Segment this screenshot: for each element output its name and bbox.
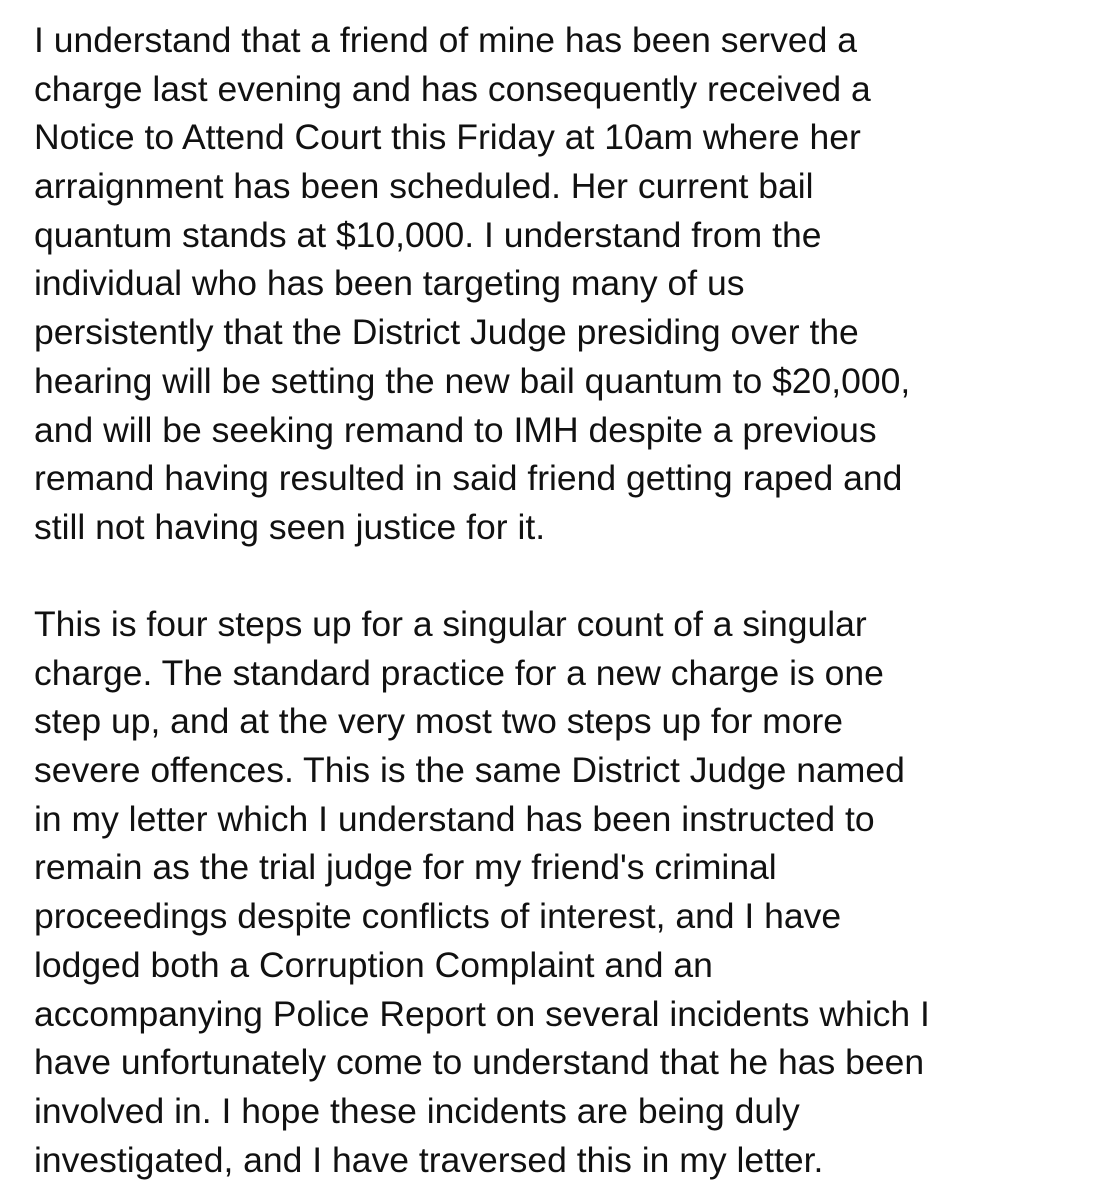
text-line: investigated, and I have traversed this in my letter.	[34, 1139, 824, 1180]
text-line: still not having seen justice for it.	[34, 506, 546, 547]
text-line: severe offences. This is the same District Judge named	[34, 750, 905, 791]
paragraph-1	[34, 16, 910, 552]
text-line: individual who has been targeting many of us	[34, 263, 745, 304]
paragraph-2	[34, 600, 930, 1184]
text-line: remain as the trial judge for my friend's criminal	[34, 847, 777, 888]
text-line: persistently that the District Judge presiding over the	[34, 312, 859, 353]
text-line: involved in. I hope these incidents are being duly	[34, 1090, 800, 1131]
text-line: and will be seeking remand to IMH despite a previous	[34, 409, 877, 450]
text-line: have unfortunately come to understand that he has been	[34, 1042, 925, 1083]
text-line: in my letter which I understand has been instructed to	[34, 798, 875, 839]
text-line: I understand that a friend of mine has been served a	[34, 20, 857, 60]
text-line: lodged both a Corruption Complaint and an	[34, 944, 713, 985]
text-line: arraignment has been scheduled. Her current bail	[34, 166, 814, 207]
text-line: charge last evening and has consequently received a	[34, 68, 871, 109]
text-line: remand having resulted in said friend getting raped and	[34, 458, 903, 499]
text-line: accompanying Police Report on several incidents which I	[34, 993, 930, 1034]
text-line: Notice to Attend Court this Friday at 10am where her	[34, 117, 861, 158]
text-line: quantum stands at $10,000. I understand from the	[34, 214, 822, 255]
text-line: step up, and at the very most two steps up for more	[34, 701, 844, 742]
text-line: proceedings despite conflicts of interest, and I have	[34, 896, 842, 937]
text-line: This is four steps up for a singular count of a singular	[34, 604, 867, 644]
text-line: hearing will be setting the new bail quantum to $20,000,	[34, 360, 911, 401]
text-line: charge. The standard practice for a new charge is one	[34, 652, 884, 693]
